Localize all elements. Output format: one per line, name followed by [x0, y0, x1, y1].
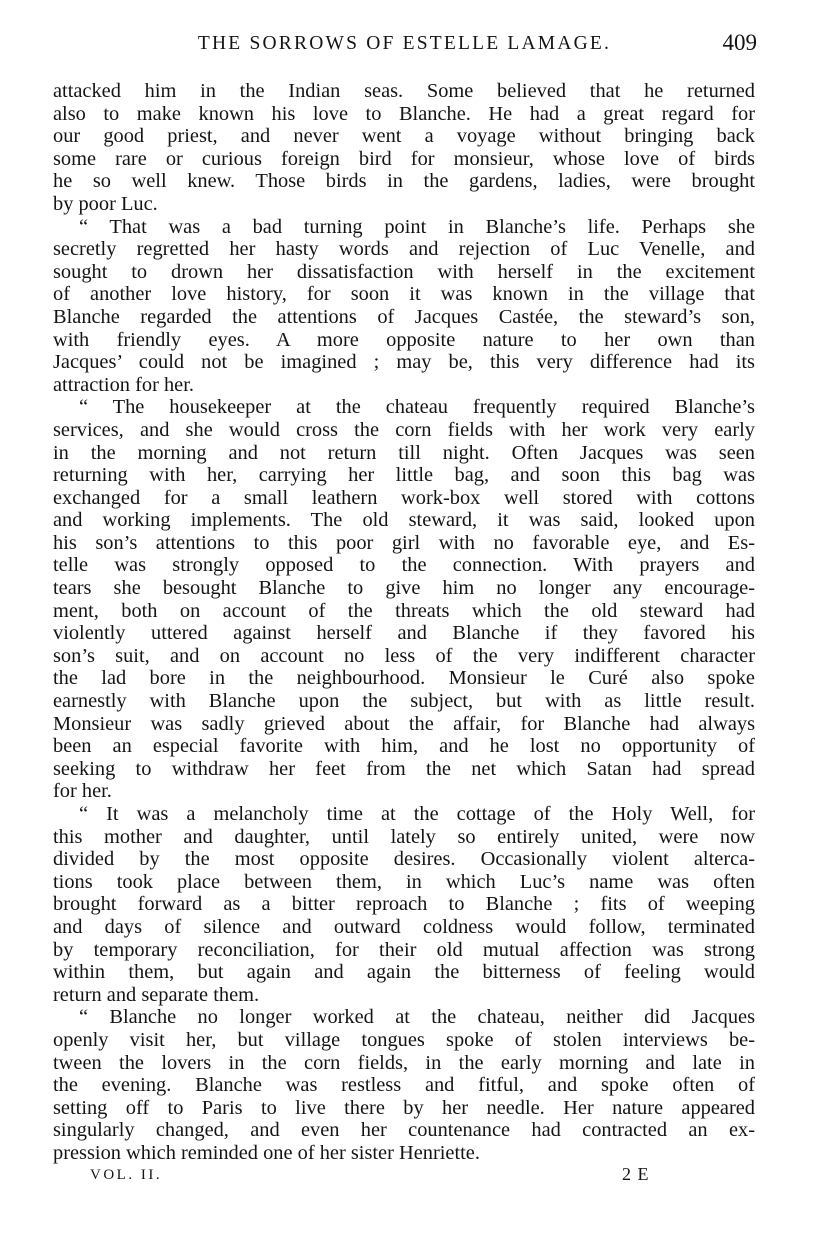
text-line: his son’s attentions to this poor girl with no favorable eye, and Es-	[53, 531, 755, 554]
page-footer	[90, 1164, 650, 1190]
text-line: violently uttered against herself and Blanche if they favored his	[53, 622, 755, 645]
text-line: ment, both on account of the threats which the old steward had	[53, 599, 755, 622]
text-line: brought forward as a bitter reproach to Blanche ; fits of weeping	[53, 893, 755, 916]
text-line: Monsieur was sadly grieved about the affair, for Blanche had always	[53, 712, 755, 735]
text-line: divided by the most opposite desires. Occasionally violent alterca-	[53, 848, 755, 871]
text-line: the lad bore in the neighbourhood. Monsieur le Curé also spoke	[53, 667, 755, 690]
text-line: within them, but again and again the bitterness of feeling would	[53, 961, 755, 984]
text-line: tions took place between them, in which Luc’s name was often	[53, 870, 755, 893]
text-line: seeking to withdraw her feet from the net which Satan had spread	[53, 757, 755, 780]
text-line: some rare or curious foreign bird for monsieur, whose love of birds	[53, 147, 755, 170]
running-head	[52, 30, 757, 56]
text-line: return and separate them.	[53, 983, 260, 1006]
text-line: for her.	[53, 780, 112, 803]
text-line: attraction for her.	[53, 373, 194, 396]
text-line: our good priest, and never went a voyage without bringing back	[53, 125, 755, 148]
text-line: singularly changed, and even her countenance had contracted an ex-	[53, 1119, 755, 1142]
text-line: secretly regretted her hasty words and rejection of Luc Venelle, and	[53, 238, 755, 261]
gathering-signature: 2 E	[622, 1164, 650, 1184]
text-line: sought to drown her dissatisfaction with herself in the excitement	[53, 260, 755, 283]
paragraph-first-line: “ That was a bad turning point in Blanche’s life. Perhaps she	[79, 215, 755, 238]
text-line: by temporary reconciliation, for their old mutual affection was strong	[53, 938, 755, 961]
text-line: this mother and daughter, until lately so entirely united, were now	[53, 825, 755, 848]
text-line: tween the lovers in the corn fields, in the early morning and late in	[53, 1051, 755, 1074]
text-line: by poor Luc.	[53, 192, 158, 215]
text-line: openly visit her, but village tongues spoke of stolen interviews be-	[53, 1028, 755, 1051]
paragraph-first-line: “ Blanche no longer worked at the chateau, neither did Jacques	[79, 1006, 755, 1029]
text-line: services, and she would cross the corn fields with her work very early	[53, 418, 755, 441]
text-line: tears she besought Blanche to give him no longer any encourage-	[53, 577, 755, 600]
text-line: Jacques’ could not be imagined ; may be, this very difference had its	[53, 351, 755, 374]
paragraph-first-line: “ The housekeeper at the chateau frequently required Blanche’s	[79, 396, 755, 419]
text-line: telle was strongly opposed to the connection. With prayers and	[53, 554, 755, 577]
paragraph-first-line: “ It was a melancholy time at the cottage of the Holy Well, for	[79, 803, 755, 825]
running-title: THE SORROWS OF ESTELLE LAMAGE.	[197, 33, 612, 54]
volume-signature: VOL. II.	[90, 1167, 163, 1183]
text-line: setting off to Paris to live there by her needle. Her nature appeared	[53, 1096, 755, 1119]
text-line: also to make known his love to Blanche. He had a great regard for	[53, 102, 755, 125]
text-line: of another love history, for soon it was known in the village that	[53, 283, 755, 306]
page-number: 409	[722, 30, 757, 55]
text-line: in the morning and not return till night. Often Jacques was seen	[53, 441, 755, 464]
text-line: with friendly eyes. A more opposite nature to her own than	[53, 328, 755, 351]
text-line: been an especial favorite with him, and he lost no opportunity of	[53, 735, 755, 758]
text-line: attacked him in the Indian seas. Some believed that he returned	[53, 80, 755, 102]
text-line: earnestly with Blanche upon the subject, but with as little result.	[53, 690, 755, 713]
text-line: son’s suit, and on account no less of the very indifferent character	[53, 644, 755, 667]
body-text	[53, 80, 755, 1165]
text-line: pression which reminded one of her sister Henriette.	[53, 1141, 480, 1164]
text-line: the evening. Blanche was restless and fitful, and spoke often of	[53, 1074, 755, 1097]
text-line: returning with her, carrying her little bag, and soon this bag was	[53, 464, 755, 487]
text-line: he so well knew. Those birds in the gardens, ladies, were brought	[53, 170, 755, 193]
text-line: and working implements. The old steward, it was said, looked upon	[53, 509, 755, 532]
text-line: Blanche regarded the attentions of Jacques Castée, the steward’s son,	[53, 305, 755, 328]
text-line: exchanged for a small leathern work-box well stored with cottons	[53, 486, 755, 509]
text-line: and days of silence and outward coldness would follow, terminated	[53, 915, 755, 938]
